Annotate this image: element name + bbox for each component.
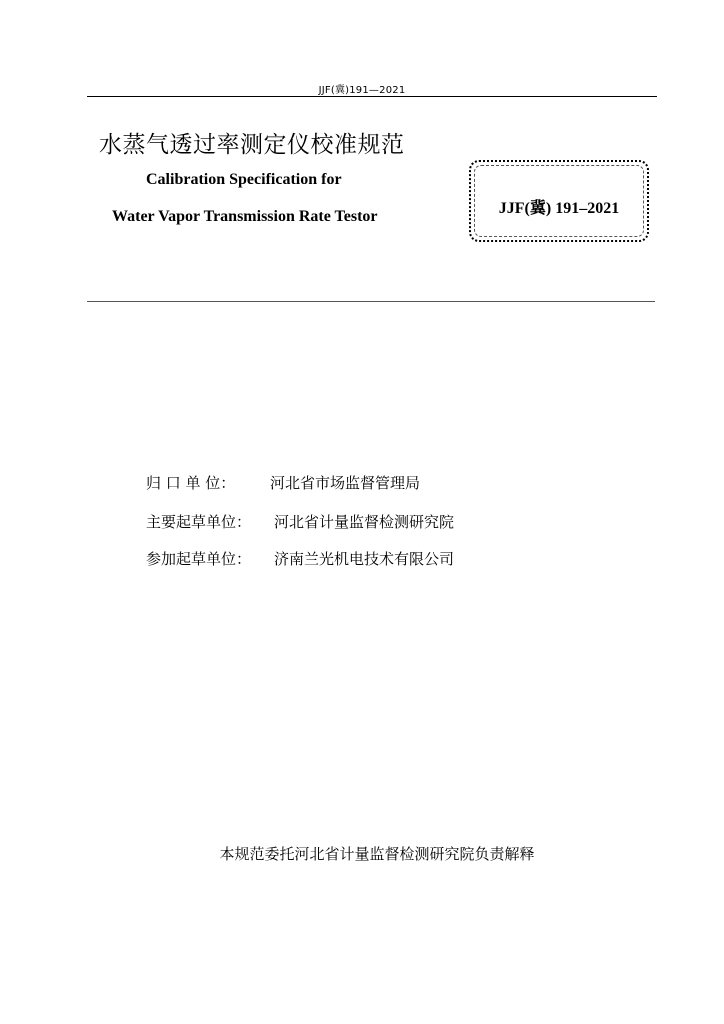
org-row-responsible-unit (146, 472, 420, 493)
document-title-chinese: 水蒸气透过率测定仪校准规范 (99, 132, 405, 158)
header-document-code: JJF(冀)191—2021 (318, 85, 406, 96)
title-divider (87, 301, 655, 302)
org-value: 河北省市场监督管理局 (270, 474, 421, 492)
org-row-participating-drafting-unit (146, 548, 454, 569)
document-title-english-line1: Calibration Specification for (146, 171, 342, 188)
org-label: 主要起草单位： (146, 513, 252, 531)
org-value: 济南兰光机电技术有限公司 (274, 550, 455, 568)
org-label: 归 口 单 位： (146, 474, 236, 492)
interpretation-note: 本规范委托河北省计量监督检测研究院负责解释 (219, 845, 535, 863)
header-divider (87, 96, 657, 97)
org-label: 参加起草单位： (146, 550, 252, 568)
document-code: JJF(冀) 191–2021 (498, 200, 620, 217)
document-code-box (469, 160, 649, 242)
org-row-main-drafting-unit (146, 511, 454, 532)
org-value: 河北省计量监督检测研究院 (274, 513, 455, 531)
document-title-english-line2: Water Vapor Transmission Rate Testor (112, 208, 378, 225)
